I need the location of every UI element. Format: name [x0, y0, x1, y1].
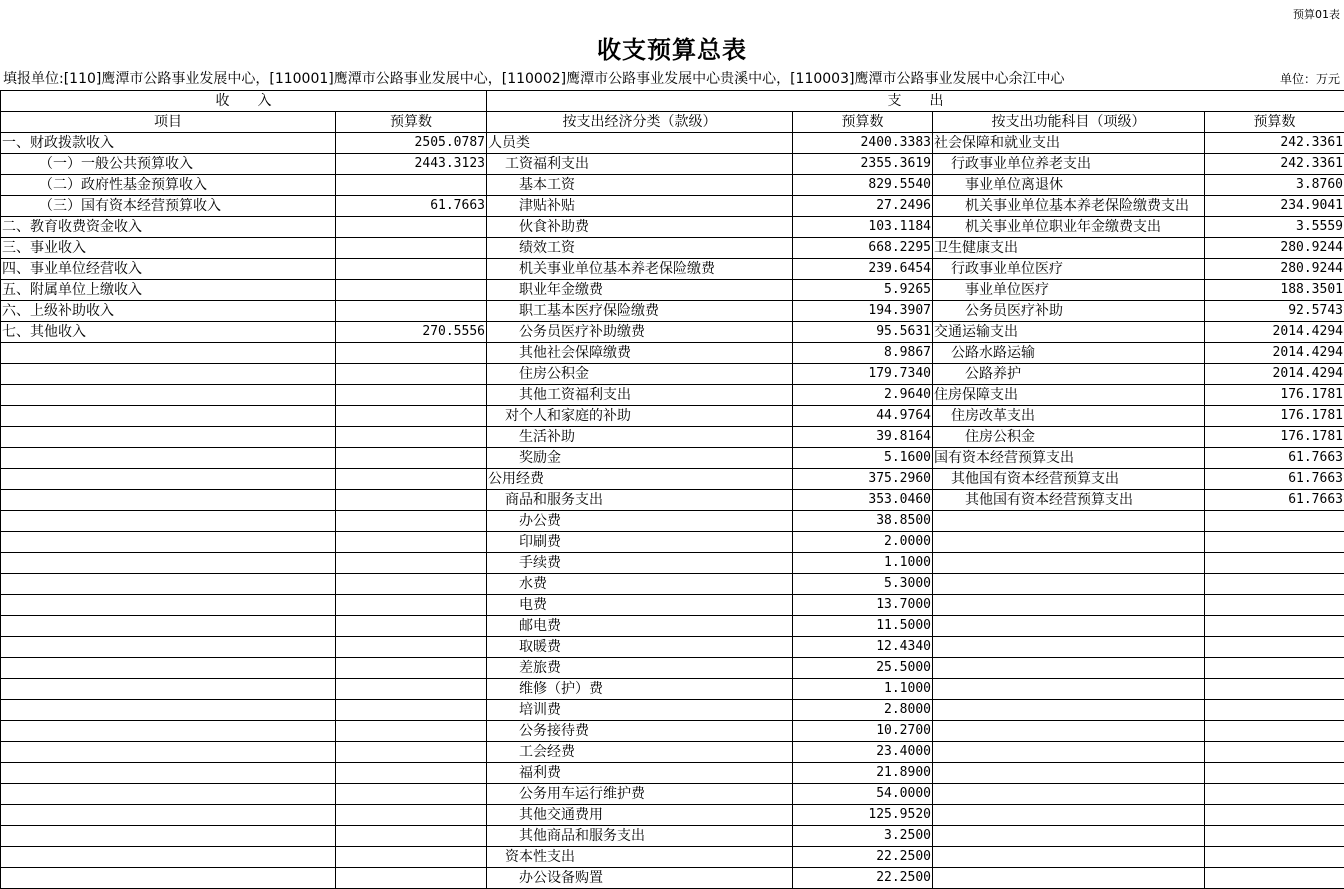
function-item-cell: 公路水路运输	[933, 343, 1205, 364]
economic-amount-cell: 2.9640	[793, 385, 933, 406]
table-row	[1, 868, 1344, 889]
function-item-cell: 行政事业单位养老支出	[933, 154, 1205, 175]
income-amount-cell: 270.5556	[336, 322, 487, 343]
economic-amount-cell: 2400.3383	[793, 133, 933, 154]
function-amount-cell	[1205, 700, 1344, 721]
income-amount-cell	[336, 238, 487, 259]
income-amount-cell	[336, 532, 487, 553]
reporting-unit-line: 填报单位:[110]鹰潭市公路事业发展中心，[110001]鹰潭市公路事业发展中心，[110002]鹰潭市公路事业发展中心贵溪中心，[110003]鹰潭市公路事业发展中心余江中心	[3, 68, 1203, 88]
economic-amount-cell: 375.2960	[793, 469, 933, 490]
income-item-cell: （一）一般公共预算收入	[1, 154, 336, 175]
column-header: 按支出功能科目（项级）	[933, 112, 1205, 133]
income-amount-cell	[336, 616, 487, 637]
economic-amount-cell: 38.8500	[793, 511, 933, 532]
table-row	[1, 679, 1344, 700]
income-item-cell	[1, 868, 336, 889]
column-header-row	[1, 112, 1344, 133]
income-item-cell	[1, 826, 336, 847]
economic-class-cell: 维修（护）费	[487, 679, 793, 700]
function-item-cell: 事业单位离退休	[933, 175, 1205, 196]
income-item-cell: 一、财政拨款收入	[1, 133, 336, 154]
economic-class-cell: 差旅费	[487, 658, 793, 679]
income-amount-cell	[336, 343, 487, 364]
function-item-cell: 事业单位医疗	[933, 280, 1205, 301]
table-row	[1, 427, 1344, 448]
function-amount-cell	[1205, 805, 1344, 826]
function-item-cell	[933, 763, 1205, 784]
table-row	[1, 847, 1344, 868]
economic-amount-cell: 2355.3619	[793, 154, 933, 175]
economic-amount-cell: 95.5631	[793, 322, 933, 343]
function-amount-cell: 280.9244	[1205, 259, 1344, 280]
economic-amount-cell: 2.0000	[793, 532, 933, 553]
function-item-cell	[933, 700, 1205, 721]
economic-amount-cell: 194.3907	[793, 301, 933, 322]
economic-amount-cell: 1.1000	[793, 679, 933, 700]
income-item-cell	[1, 721, 336, 742]
economic-amount-cell: 22.2500	[793, 847, 933, 868]
table-row	[1, 133, 1344, 154]
function-amount-cell: 2014.4294	[1205, 343, 1344, 364]
economic-class-cell: 职工基本医疗保险缴费	[487, 301, 793, 322]
income-item-cell	[1, 532, 336, 553]
function-item-cell	[933, 679, 1205, 700]
function-item-cell	[933, 805, 1205, 826]
economic-class-cell: 基本工资	[487, 175, 793, 196]
function-item-cell	[933, 721, 1205, 742]
function-amount-cell: 2014.4294	[1205, 364, 1344, 385]
economic-class-cell: 公务用车运行维护费	[487, 784, 793, 805]
economic-class-cell: 其他社会保障缴费	[487, 343, 793, 364]
income-item-cell	[1, 700, 336, 721]
function-amount-cell: 61.7663	[1205, 490, 1344, 511]
economic-class-cell: 机关事业单位基本养老保险缴费	[487, 259, 793, 280]
function-item-cell: 国有资本经营预算支出	[933, 448, 1205, 469]
function-amount-cell	[1205, 847, 1344, 868]
table-row	[1, 805, 1344, 826]
function-item-cell	[933, 868, 1205, 889]
function-item-cell: 机关事业单位职业年金缴费支出	[933, 217, 1205, 238]
income-amount-cell	[336, 595, 487, 616]
economic-class-cell: 办公费	[487, 511, 793, 532]
economic-amount-cell: 668.2295	[793, 238, 933, 259]
economic-amount-cell: 10.2700	[793, 721, 933, 742]
function-amount-cell	[1205, 616, 1344, 637]
economic-class-cell: 其他交通费用	[487, 805, 793, 826]
economic-class-cell: 电费	[487, 595, 793, 616]
group-header-row	[1, 91, 1344, 112]
function-amount-cell: 176.1781	[1205, 385, 1344, 406]
income-item-cell	[1, 469, 336, 490]
table-row	[1, 364, 1344, 385]
function-amount-cell	[1205, 679, 1344, 700]
income-item-cell	[1, 679, 336, 700]
table-row	[1, 700, 1344, 721]
income-item-cell	[1, 553, 336, 574]
income-item-cell	[1, 427, 336, 448]
form-number: 预算01表	[1293, 6, 1340, 22]
function-item-cell	[933, 658, 1205, 679]
table-row	[1, 343, 1344, 364]
table-row	[1, 217, 1344, 238]
economic-class-cell: 公务员医疗补助缴费	[487, 322, 793, 343]
function-amount-cell	[1205, 868, 1344, 889]
economic-amount-cell: 5.3000	[793, 574, 933, 595]
function-amount-cell	[1205, 784, 1344, 805]
income-amount-cell	[336, 469, 487, 490]
income-item-cell	[1, 574, 336, 595]
economic-class-cell: 职业年金缴费	[487, 280, 793, 301]
income-amount-cell	[336, 574, 487, 595]
income-amount-cell	[336, 217, 487, 238]
income-item-cell	[1, 637, 336, 658]
income-item-cell: 七、其他收入	[1, 322, 336, 343]
economic-class-cell: 对个人和家庭的补助	[487, 406, 793, 427]
income-amount-cell: 2443.3123	[336, 154, 487, 175]
economic-amount-cell: 5.1600	[793, 448, 933, 469]
function-item-cell	[933, 532, 1205, 553]
income-item-cell	[1, 784, 336, 805]
economic-amount-cell: 2.8000	[793, 700, 933, 721]
income-amount-cell	[336, 385, 487, 406]
income-amount-cell	[336, 259, 487, 280]
function-amount-cell	[1205, 553, 1344, 574]
function-amount-cell	[1205, 826, 1344, 847]
income-item-cell	[1, 805, 336, 826]
income-amount-cell	[336, 280, 487, 301]
table-row	[1, 406, 1344, 427]
income-item-cell	[1, 595, 336, 616]
function-item-cell	[933, 847, 1205, 868]
income-item-cell: 二、教育收费资金收入	[1, 217, 336, 238]
economic-class-cell: 其他商品和服务支出	[487, 826, 793, 847]
table-row	[1, 574, 1344, 595]
economic-class-cell: 水费	[487, 574, 793, 595]
function-amount-cell: 61.7663	[1205, 448, 1344, 469]
income-item-cell	[1, 658, 336, 679]
function-item-cell: 其他国有资本经营预算支出	[933, 490, 1205, 511]
economic-amount-cell: 103.1184	[793, 217, 933, 238]
economic-amount-cell: 44.9764	[793, 406, 933, 427]
function-item-cell: 卫生健康支出	[933, 238, 1205, 259]
income-item-cell: （二）政府性基金预算收入	[1, 175, 336, 196]
table-row	[1, 637, 1344, 658]
economic-amount-cell: 54.0000	[793, 784, 933, 805]
income-amount-cell: 2505.0787	[336, 133, 487, 154]
function-item-cell: 公路养护	[933, 364, 1205, 385]
economic-class-cell: 绩效工资	[487, 238, 793, 259]
function-amount-cell: 188.3501	[1205, 280, 1344, 301]
table-row	[1, 721, 1344, 742]
economic-class-cell: 培训费	[487, 700, 793, 721]
table-row	[1, 469, 1344, 490]
function-amount-cell: 61.7663	[1205, 469, 1344, 490]
function-amount-cell: 3.8760	[1205, 175, 1344, 196]
function-item-cell: 公务员医疗补助	[933, 301, 1205, 322]
function-item-cell: 交通运输支出	[933, 322, 1205, 343]
page-title: 收支预算总表	[0, 30, 1344, 65]
function-amount-cell	[1205, 574, 1344, 595]
table-row	[1, 490, 1344, 511]
income-amount-cell	[336, 427, 487, 448]
income-item-cell: 六、上级补助收入	[1, 301, 336, 322]
table-row	[1, 763, 1344, 784]
function-item-cell: 机关事业单位基本养老保险缴费支出	[933, 196, 1205, 217]
table-row	[1, 196, 1344, 217]
function-amount-cell	[1205, 658, 1344, 679]
table-row	[1, 532, 1344, 553]
table-row	[1, 616, 1344, 637]
function-amount-cell	[1205, 763, 1344, 784]
economic-class-cell: 福利费	[487, 763, 793, 784]
economic-class-cell: 工会经费	[487, 742, 793, 763]
economic-class-cell: 人员类	[487, 133, 793, 154]
income-amount-cell	[336, 658, 487, 679]
economic-class-cell: 公用经费	[487, 469, 793, 490]
income-amount-cell	[336, 553, 487, 574]
economic-amount-cell: 829.5540	[793, 175, 933, 196]
table-row	[1, 259, 1344, 280]
function-amount-cell	[1205, 511, 1344, 532]
table-row	[1, 322, 1344, 343]
table-row	[1, 658, 1344, 679]
economic-class-cell: 商品和服务支出	[487, 490, 793, 511]
economic-class-cell: 奖励金	[487, 448, 793, 469]
function-item-cell	[933, 616, 1205, 637]
economic-class-cell: 印刷费	[487, 532, 793, 553]
economic-class-cell: 手续费	[487, 553, 793, 574]
function-amount-cell: 234.9041	[1205, 196, 1344, 217]
function-item-cell	[933, 553, 1205, 574]
income-item-cell	[1, 448, 336, 469]
function-item-cell: 住房保障支出	[933, 385, 1205, 406]
column-header: 按支出经济分类（款级）	[487, 112, 793, 133]
income-amount-cell	[336, 805, 487, 826]
function-item-cell	[933, 595, 1205, 616]
income-amount-cell	[336, 742, 487, 763]
economic-amount-cell: 39.8164	[793, 427, 933, 448]
economic-amount-cell: 353.0460	[793, 490, 933, 511]
income-amount-cell	[336, 490, 487, 511]
income-item-cell	[1, 763, 336, 784]
table-body	[1, 133, 1344, 889]
economic-class-cell: 取暖费	[487, 637, 793, 658]
function-amount-cell: 280.9244	[1205, 238, 1344, 259]
function-item-cell: 住房改革支出	[933, 406, 1205, 427]
function-item-cell: 社会保障和就业支出	[933, 133, 1205, 154]
function-item-cell	[933, 826, 1205, 847]
economic-amount-cell: 12.4340	[793, 637, 933, 658]
income-item-cell: （三）国有资本经营预算收入	[1, 196, 336, 217]
economic-amount-cell: 3.2500	[793, 826, 933, 847]
table-row	[1, 826, 1344, 847]
economic-class-cell: 伙食补助费	[487, 217, 793, 238]
economic-amount-cell: 22.2500	[793, 868, 933, 889]
economic-amount-cell: 239.6454	[793, 259, 933, 280]
economic-amount-cell: 27.2496	[793, 196, 933, 217]
income-item-cell: 四、事业单位经营收入	[1, 259, 336, 280]
income-item-cell	[1, 490, 336, 511]
income-item-cell	[1, 343, 336, 364]
economic-amount-cell: 21.8900	[793, 763, 933, 784]
column-header: 预算数	[336, 112, 487, 133]
income-item-cell	[1, 385, 336, 406]
economic-amount-cell: 25.5000	[793, 658, 933, 679]
income-item-cell	[1, 616, 336, 637]
economic-class-cell: 办公设备购置	[487, 868, 793, 889]
economic-amount-cell: 11.5000	[793, 616, 933, 637]
column-header: 预算数	[1205, 112, 1344, 133]
economic-amount-cell: 8.9867	[793, 343, 933, 364]
income-amount-cell	[336, 511, 487, 532]
function-item-cell: 其他国有资本经营预算支出	[933, 469, 1205, 490]
function-amount-cell: 3.5559	[1205, 217, 1344, 238]
income-item-cell: 五、附属单位上缴收入	[1, 280, 336, 301]
economic-class-cell: 公务接待费	[487, 721, 793, 742]
income-amount-cell	[336, 721, 487, 742]
income-item-cell	[1, 364, 336, 385]
table-row	[1, 595, 1344, 616]
table-row	[1, 238, 1344, 259]
income-item-cell	[1, 406, 336, 427]
function-item-cell	[933, 511, 1205, 532]
function-amount-cell: 176.1781	[1205, 406, 1344, 427]
economic-amount-cell: 179.7340	[793, 364, 933, 385]
economic-class-cell: 工资福利支出	[487, 154, 793, 175]
income-amount-cell	[336, 763, 487, 784]
function-amount-cell: 242.3361	[1205, 133, 1344, 154]
income-amount-cell	[336, 847, 487, 868]
function-item-cell	[933, 742, 1205, 763]
table-row	[1, 511, 1344, 532]
income-amount-cell	[336, 364, 487, 385]
function-amount-cell: 2014.4294	[1205, 322, 1344, 343]
function-amount-cell	[1205, 721, 1344, 742]
table-row	[1, 301, 1344, 322]
column-header: 预算数	[793, 112, 933, 133]
table-row	[1, 784, 1344, 805]
economic-amount-cell: 125.9520	[793, 805, 933, 826]
economic-class-cell: 其他工资福利支出	[487, 385, 793, 406]
income-amount-cell	[336, 784, 487, 805]
function-amount-cell: 176.1781	[1205, 427, 1344, 448]
economic-class-cell: 津贴补贴	[487, 196, 793, 217]
function-item-cell	[933, 784, 1205, 805]
income-item-cell	[1, 742, 336, 763]
income-amount-cell	[336, 826, 487, 847]
function-item-cell: 住房公积金	[933, 427, 1205, 448]
economic-class-cell: 生活补助	[487, 427, 793, 448]
economic-amount-cell: 23.4000	[793, 742, 933, 763]
budget-summary-table	[0, 90, 1344, 889]
table-row	[1, 553, 1344, 574]
income-amount-cell	[336, 406, 487, 427]
table-row	[1, 448, 1344, 469]
function-amount-cell	[1205, 532, 1344, 553]
expense-group-header: 支 出	[487, 91, 1344, 112]
income-item-cell	[1, 847, 336, 868]
table-row	[1, 280, 1344, 301]
economic-amount-cell: 5.9265	[793, 280, 933, 301]
economic-amount-cell: 13.7000	[793, 595, 933, 616]
table-row	[1, 742, 1344, 763]
table-row	[1, 385, 1344, 406]
function-amount-cell: 92.5743	[1205, 301, 1344, 322]
income-amount-cell	[336, 679, 487, 700]
function-item-cell	[933, 637, 1205, 658]
function-item-cell	[933, 574, 1205, 595]
function-amount-cell	[1205, 595, 1344, 616]
column-header: 项目	[1, 112, 336, 133]
income-amount-cell	[336, 637, 487, 658]
income-group-header: 收 入	[1, 91, 487, 112]
economic-class-cell: 住房公积金	[487, 364, 793, 385]
income-amount-cell	[336, 448, 487, 469]
table-row	[1, 154, 1344, 175]
income-item-cell	[1, 511, 336, 532]
table-row	[1, 175, 1344, 196]
function-amount-cell	[1205, 637, 1344, 658]
income-item-cell: 三、事业收入	[1, 238, 336, 259]
function-item-cell: 行政事业单位医疗	[933, 259, 1205, 280]
function-amount-cell: 242.3361	[1205, 154, 1344, 175]
function-amount-cell	[1205, 742, 1344, 763]
unit-label: 单位：万元	[1280, 70, 1340, 87]
economic-class-cell: 邮电费	[487, 616, 793, 637]
income-amount-cell: 61.7663	[336, 196, 487, 217]
income-amount-cell	[336, 700, 487, 721]
economic-amount-cell: 1.1000	[793, 553, 933, 574]
income-amount-cell	[336, 301, 487, 322]
economic-class-cell: 资本性支出	[487, 847, 793, 868]
income-amount-cell	[336, 175, 487, 196]
income-amount-cell	[336, 868, 487, 889]
